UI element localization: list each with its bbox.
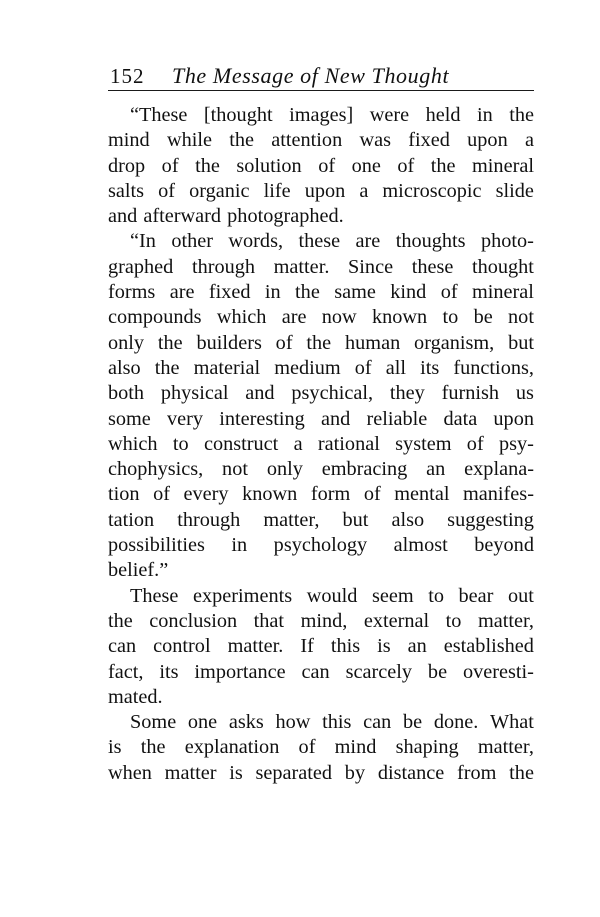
word: importance	[194, 660, 286, 683]
word: matter.	[227, 635, 284, 658]
word: forms	[108, 281, 156, 304]
word: every	[183, 483, 229, 506]
word: a	[359, 179, 369, 202]
word: mineral	[471, 281, 534, 304]
word: when	[108, 761, 152, 784]
word: mental	[394, 483, 450, 506]
text-line	[108, 204, 534, 229]
word: this	[330, 635, 361, 658]
word: microscopic	[382, 179, 482, 202]
word: words,	[228, 230, 284, 253]
word: out	[508, 584, 534, 607]
word: in	[264, 281, 281, 304]
word: a	[524, 129, 534, 152]
word: of	[440, 281, 458, 304]
text-line	[108, 103, 534, 128]
word: that	[253, 609, 285, 632]
word: medium	[274, 356, 341, 379]
word: tion	[108, 483, 140, 506]
word: both	[108, 382, 145, 405]
text-line	[108, 229, 534, 254]
text-line	[108, 381, 534, 406]
word: be	[402, 711, 423, 734]
word: separated	[255, 761, 333, 784]
word: shaping	[395, 736, 459, 759]
word: fact,	[108, 660, 144, 683]
word: images]	[289, 104, 354, 126]
text-line	[108, 609, 534, 634]
word: its	[159, 660, 179, 683]
word: one	[351, 154, 381, 177]
word: is	[229, 761, 243, 784]
word: done.	[433, 711, 479, 734]
word: can	[108, 635, 137, 658]
word: psychology	[273, 534, 368, 557]
word: matter	[164, 761, 217, 784]
word: system	[395, 432, 452, 455]
word: of	[158, 179, 176, 202]
word: belief.”	[108, 559, 169, 582]
word: explanation	[184, 736, 280, 759]
word: only	[266, 458, 303, 481]
word: to	[445, 609, 462, 632]
word: established	[443, 635, 534, 658]
word: to	[428, 584, 444, 607]
word: upon	[493, 407, 534, 430]
word: almost	[393, 534, 448, 557]
word: attention	[271, 129, 343, 152]
word: are	[355, 230, 381, 253]
word: these	[411, 255, 454, 278]
word: psy-	[499, 432, 534, 455]
text-line	[108, 432, 534, 457]
word: upon	[467, 129, 508, 152]
word: mind,	[300, 609, 348, 632]
word: are	[281, 306, 307, 329]
word: afterward	[143, 205, 222, 228]
word: the	[157, 331, 183, 354]
word: control	[153, 635, 211, 658]
word: functions,	[453, 356, 534, 379]
word: they	[389, 382, 425, 405]
body-text	[108, 103, 534, 786]
word: matter,	[477, 609, 534, 632]
word: which	[216, 306, 267, 329]
word: to	[172, 432, 189, 455]
word: the	[154, 356, 180, 379]
word: is	[377, 635, 391, 658]
word: organic	[189, 179, 250, 202]
text-line	[108, 508, 534, 533]
text-line	[108, 331, 534, 356]
word: life	[263, 179, 291, 202]
word: What	[490, 711, 534, 734]
text-line	[108, 356, 534, 381]
word: in	[231, 534, 248, 557]
word: an	[407, 635, 427, 658]
word: from	[457, 761, 497, 784]
word: through	[177, 508, 241, 531]
word: organism,	[414, 331, 495, 354]
word: possibilities	[108, 534, 205, 557]
word: slide	[495, 179, 534, 202]
word: of	[275, 331, 293, 354]
word: matter.	[273, 255, 330, 278]
text-line	[108, 558, 534, 583]
word: this	[322, 711, 352, 734]
word: us	[515, 382, 534, 405]
text-line	[108, 660, 534, 685]
word: same	[334, 281, 376, 304]
word: psychical,	[291, 382, 374, 405]
word: drop	[108, 154, 146, 177]
word: photographed.	[227, 205, 344, 228]
word: conclusion	[149, 609, 238, 632]
word: its	[420, 356, 440, 379]
word: of	[161, 154, 179, 177]
word: other	[171, 230, 213, 253]
word: suggesting	[447, 508, 534, 531]
word: salts	[108, 179, 145, 202]
word: to	[442, 306, 459, 329]
word: physical	[160, 382, 229, 405]
word: the	[430, 154, 456, 177]
word: these	[298, 230, 341, 253]
word: experiments	[193, 584, 293, 607]
word: held	[425, 104, 461, 126]
word: also	[391, 508, 425, 531]
word: in	[476, 104, 493, 126]
word: manifes-	[463, 483, 534, 506]
word: of	[354, 356, 372, 379]
word: the	[229, 129, 255, 152]
word: If	[300, 635, 314, 658]
word: known	[242, 483, 298, 506]
word: chophysics,	[108, 458, 204, 481]
text-line	[108, 280, 534, 305]
word: through	[191, 255, 256, 278]
word: rational	[317, 432, 380, 455]
text-line	[108, 255, 534, 280]
word: some	[108, 407, 151, 430]
word: graphed	[108, 255, 174, 278]
word: but	[508, 331, 534, 354]
word: matter,	[263, 508, 320, 531]
word: very	[166, 407, 204, 430]
text-line	[108, 154, 534, 179]
word: of	[363, 483, 381, 506]
word: by	[344, 761, 366, 784]
word: mated.	[108, 685, 163, 708]
word: now	[321, 306, 357, 329]
word: and	[245, 382, 275, 405]
text-line	[108, 179, 534, 204]
word: and	[108, 205, 138, 228]
word: of	[298, 736, 316, 759]
word: tation	[108, 508, 155, 531]
word: mind	[334, 736, 377, 759]
word: Since	[348, 255, 394, 278]
word: known	[371, 306, 428, 329]
word: thought	[471, 255, 534, 278]
running-head	[108, 58, 534, 91]
word: while	[166, 129, 212, 152]
text-line	[108, 710, 534, 735]
running-title: The Message of New Thought	[172, 63, 450, 88]
word: “These	[130, 104, 188, 126]
word: but	[342, 508, 369, 531]
word: is	[108, 736, 122, 759]
word: asks	[228, 711, 264, 734]
word: of	[318, 154, 336, 177]
word: bear	[458, 584, 494, 607]
text-line	[108, 305, 534, 330]
word: embracing	[321, 458, 408, 481]
word: which	[108, 432, 158, 455]
word: solution	[236, 154, 302, 177]
word: external	[363, 609, 430, 632]
text-line	[108, 128, 534, 153]
word: interesting	[219, 407, 305, 430]
word: one	[187, 711, 218, 734]
text-line	[108, 685, 534, 710]
word: human	[345, 331, 401, 354]
book-page	[108, 58, 534, 786]
text-line	[108, 457, 534, 482]
word: compounds	[108, 306, 202, 329]
word: would	[306, 584, 358, 607]
word: explana-	[464, 458, 534, 481]
word: photo-	[480, 230, 534, 253]
word: [thought	[203, 104, 273, 126]
word: seem	[371, 584, 414, 607]
word: form	[310, 483, 351, 506]
word: were	[369, 104, 410, 126]
word: be	[473, 306, 493, 329]
word: distance	[377, 761, 445, 784]
word: also	[108, 356, 141, 379]
word: data	[443, 407, 478, 430]
word: fixed	[408, 129, 450, 152]
word: not	[508, 306, 534, 329]
page-number: 152	[110, 64, 145, 88]
word: of	[397, 154, 415, 177]
word: and	[321, 407, 351, 430]
word: all	[385, 356, 407, 379]
text-line	[108, 533, 534, 558]
text-line	[108, 482, 534, 507]
word: material	[193, 356, 261, 379]
word: thoughts	[395, 230, 466, 253]
word: upon	[304, 179, 346, 202]
word: a	[293, 432, 303, 455]
word: furnish	[441, 382, 500, 405]
word: the	[195, 154, 220, 177]
word: construct	[203, 432, 279, 455]
word: an	[426, 458, 446, 481]
word: scarcely	[345, 660, 413, 683]
word: the	[140, 736, 166, 759]
word: “In	[130, 230, 156, 253]
word: can	[301, 660, 330, 683]
word: the	[306, 331, 332, 354]
word: can	[363, 711, 392, 734]
word: of	[466, 432, 484, 455]
word: mineral	[472, 154, 534, 177]
text-line	[108, 584, 534, 609]
word: not	[222, 458, 248, 481]
word: mind	[108, 129, 150, 152]
word: are	[169, 281, 195, 304]
text-line	[108, 761, 534, 786]
word: Some	[130, 711, 177, 734]
word: the	[509, 104, 534, 126]
word: the	[108, 609, 133, 632]
word: kind	[390, 281, 427, 304]
word: the	[295, 281, 320, 304]
word: was	[359, 129, 391, 152]
word: builders	[196, 331, 262, 354]
word: how	[275, 711, 311, 734]
word: overesti-	[462, 660, 534, 683]
word: reliable	[366, 407, 428, 430]
word: only	[108, 331, 145, 354]
word: fixed	[208, 281, 251, 304]
word: be	[427, 660, 448, 683]
word: the	[509, 761, 534, 784]
word: beyond	[474, 534, 534, 557]
word: of	[153, 483, 170, 506]
word: These	[130, 584, 179, 607]
text-line	[108, 735, 534, 760]
text-line	[108, 634, 534, 659]
text-line	[108, 407, 534, 432]
word: matter,	[477, 736, 534, 759]
